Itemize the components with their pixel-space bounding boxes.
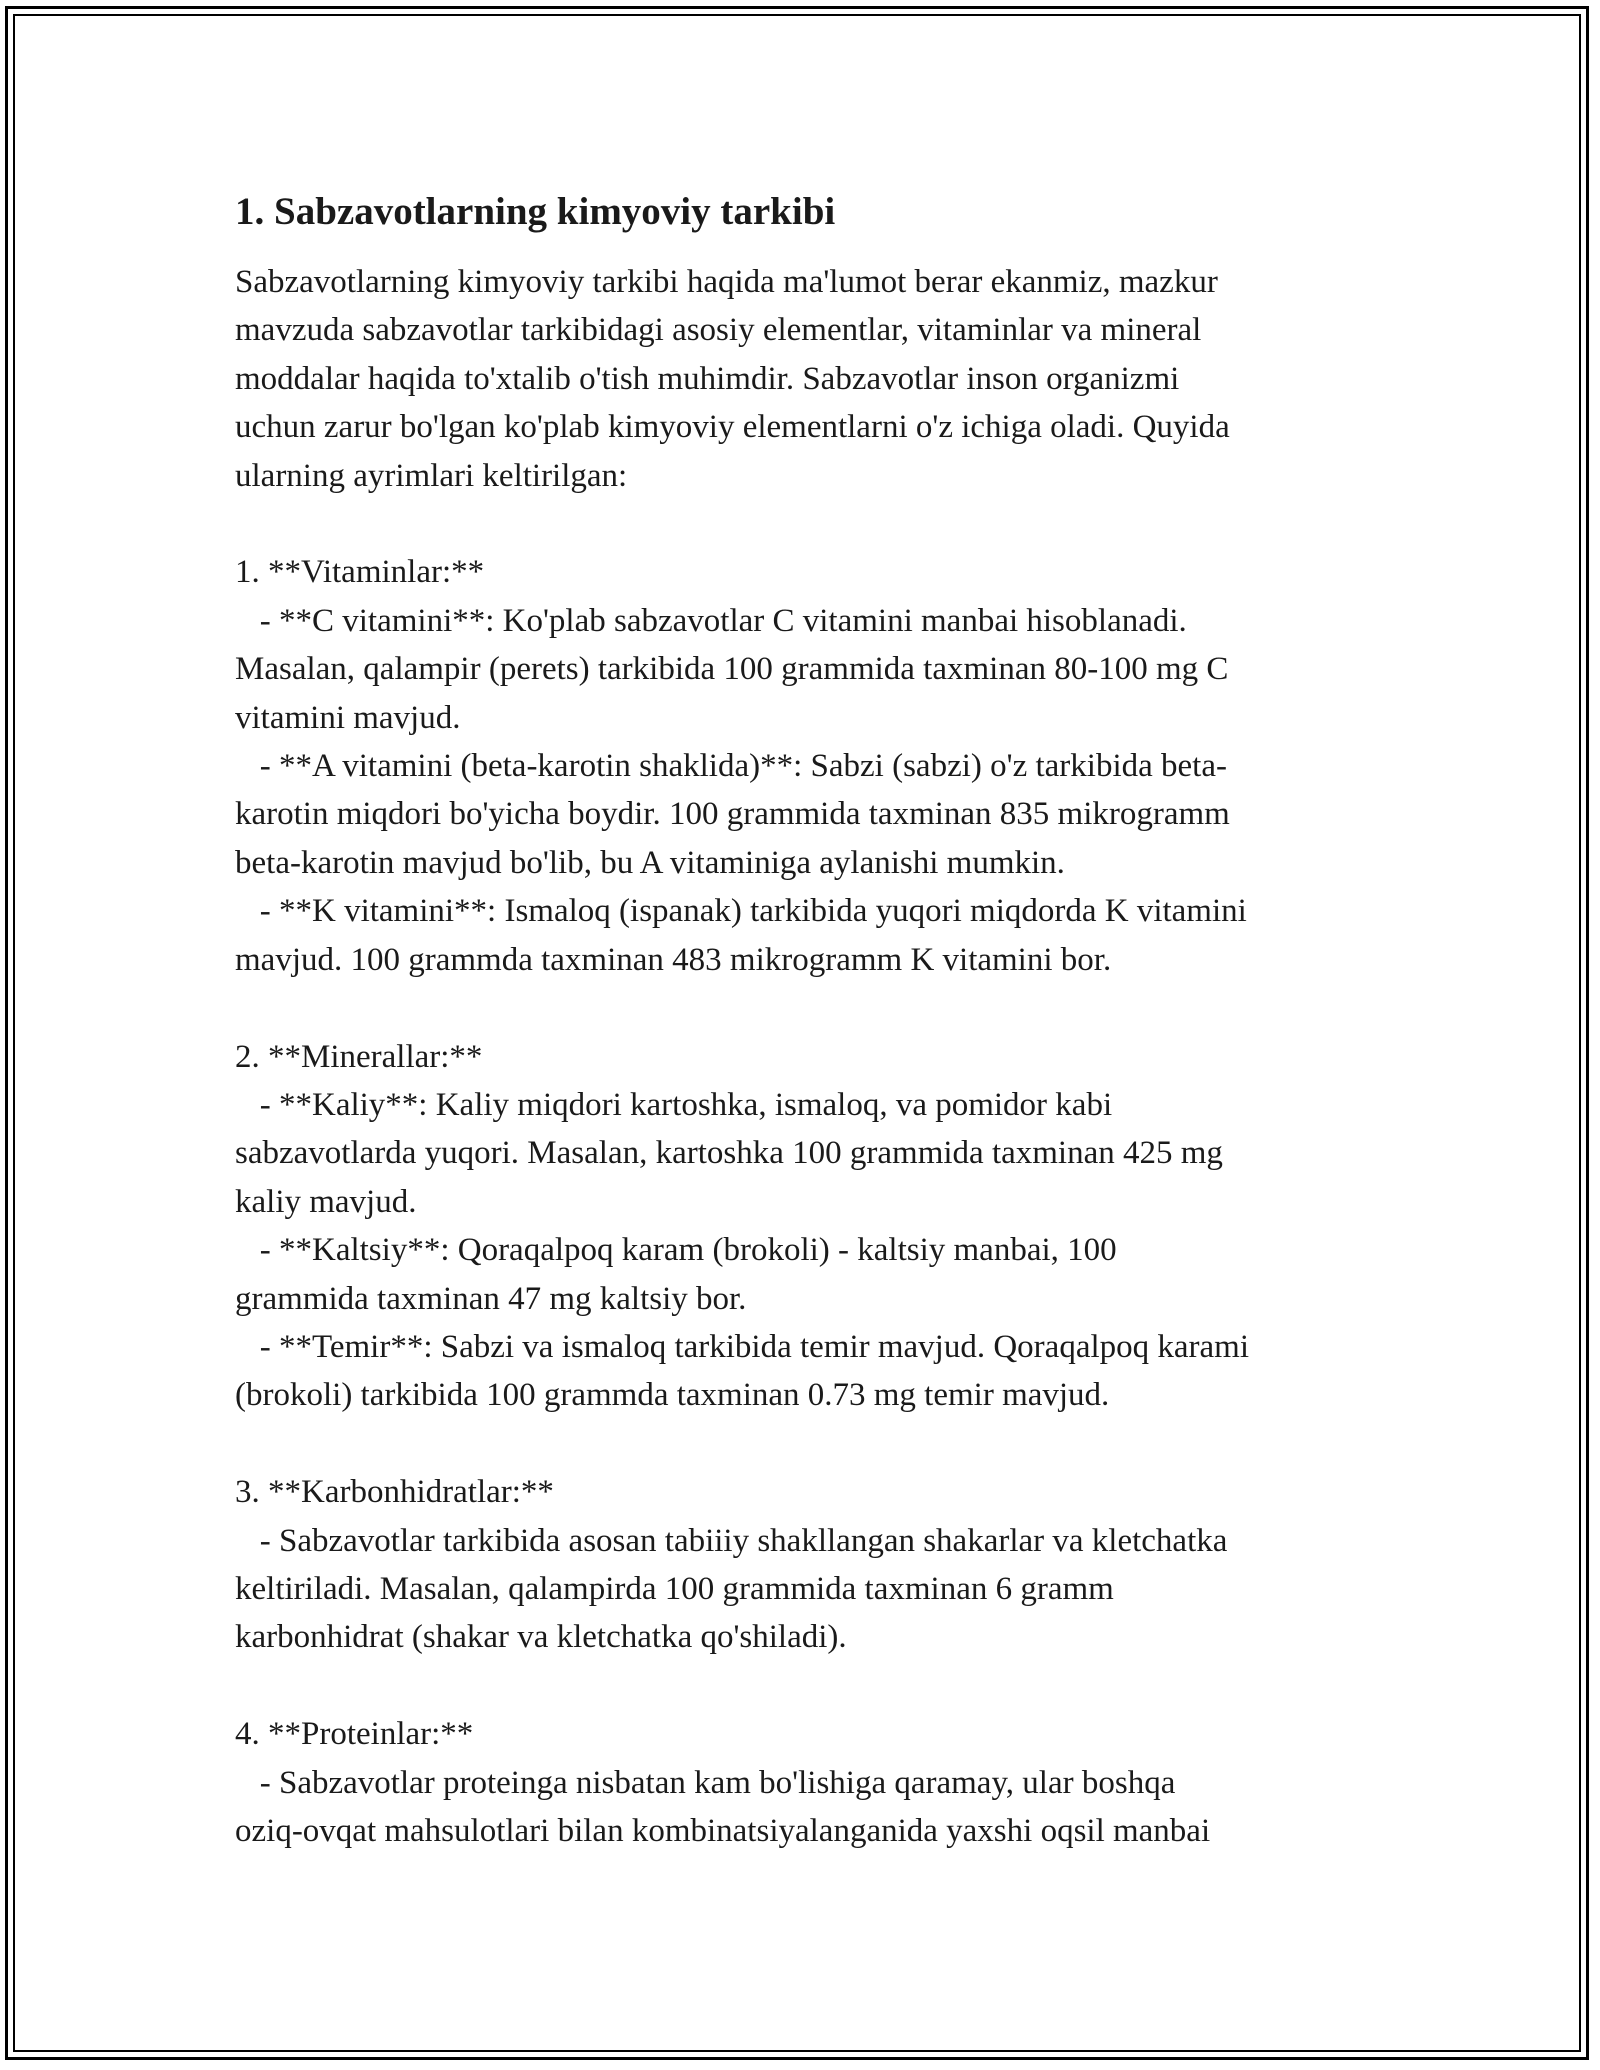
document-title: 1. Sabzavotlarning kimyoviy tarkibi: [235, 190, 836, 233]
document-body: Sabzavotlarning kimyoviy tarkibi haqida ma'lumot berar ekanmiz, mazkur mavzuda sabzavotlar tarkibidagi asosiy elementlar, vitaminlar va mineral moddalar haqida to'xtalib o'tish muhimdir. Sabzavotlar inson organizmi uchun zarur bo'lgan ko'plab kimyoviy elementlarni o'z ichiga oladi. Quyida ularning ayrimlari keltirilgan: 1. **Vitaminlar:** - **C vitamini**: Ko'plab sabzavotlar C vitamini manbai hisoblanadi. Masalan, qalampir (perets) tarkibida 100 grammida taxminan 80-100 mg C vitamini mavjud. - **A vitamini (beta-karotin shaklida)**: Sabzi (sabzi) o'z tarkibida beta- karotin miqdori bo'yicha boydir. 100 grammida taxminan 835 mikrogramm beta-karotin mavjud bo'lib, bu A vitaminiga aylanishi mumkin. - **K vitamini**: Ismaloq (ispanak) tarkibida yuqori miqdorda K vitamini mavjud. 100 grammda taxminan 483 mikrogramm K vitamini bor. 2. **Minerallar:** - **Kaliy**: Kaliy miqdori kartoshka, ismaloq, va pomidor kabi sabzavotlarda yuqori. Masalan, kartoshka 100 grammida taxminan 425 mg kaliy mavjud. - **Kaltsiy**: Qoraqalpoq karam (brokoli) - kaltsiy manbai, 100 grammida taxminan 47 mg kaltsiy bor. - **Temir**: Sabzi va ismaloq tarkibida temir mavjud. Qoraqalpoq karami (brokoli) tarkibida 100 grammda taxminan 0.73 mg temir mavjud. 3. **Karbonhidratlar:** - Sabzavotlar tarkibida asosan tabiiiy shakllangan shakarlar va kletchatka keltiriladi. Masalan, qalampirda 100 grammida taxminan 6 gramm karbonhidrat (shakar va kletchatka qo'shiladi). 4. **Proteinlar:** - Sabzavotlar proteinga nisbatan kam bo'lishiga qaramay, ular boshqa oziq-ovqat mahsulotlari bilan kombinatsiyalanganida yaxshi oqsil manbai: [235, 264, 1250, 1849]
document-content: [235, 188, 1375, 1855]
